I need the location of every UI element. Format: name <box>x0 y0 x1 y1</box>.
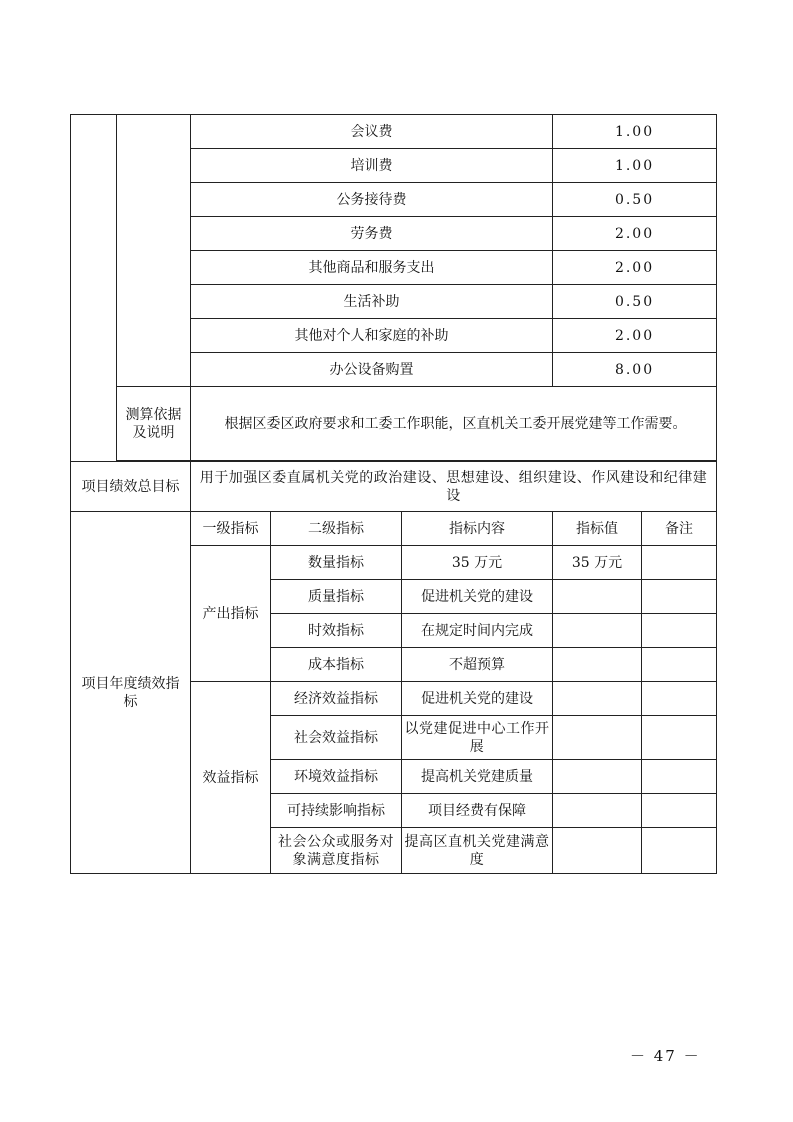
indicator-value <box>553 828 642 874</box>
indicator-second-level: 可持续影响指标 <box>271 794 402 828</box>
indicator-second-level: 社会公众或服务对象满意度指标 <box>271 828 402 874</box>
header-second-level: 二级指标 <box>271 512 402 546</box>
indicator-value <box>553 716 642 760</box>
indicator-note <box>642 546 717 580</box>
header-value: 指标值 <box>553 512 642 546</box>
indicator-value <box>553 682 642 716</box>
header-content: 指标内容 <box>402 512 553 546</box>
indicator-content: 项目经费有保障 <box>402 794 553 828</box>
budget-item-name: 其他商品和服务支出 <box>191 251 553 285</box>
header-note: 备注 <box>642 512 717 546</box>
budget-item-name: 办公设备购置 <box>191 353 553 387</box>
indicator-content: 不超预算 <box>402 648 553 682</box>
budget-item-name: 会议费 <box>191 115 553 149</box>
budget-item-amount: 2.00 <box>553 251 717 285</box>
indicator-note <box>642 648 717 682</box>
budget-item-name: 培训费 <box>191 149 553 183</box>
blank-cell <box>71 115 117 462</box>
budget-item-amount: 1.00 <box>553 149 717 183</box>
overall-goal-text: 用于加强区委直属机关党的政治建设、思想建设、组织建设、作风建设和纪律建设 <box>191 462 717 512</box>
indicator-value <box>553 648 642 682</box>
indicator-note <box>642 828 717 874</box>
budget-item-name: 其他对个人和家庭的补助 <box>191 319 553 353</box>
budget-item-name: 劳务费 <box>191 217 553 251</box>
basis-row <box>71 387 717 461</box>
benefit-group-label: 效益指标 <box>191 682 271 874</box>
indicator-content: 在规定时间内完成 <box>402 614 553 648</box>
budget-row <box>71 115 717 149</box>
indicator-content: 提高机关党建质量 <box>402 760 553 794</box>
blank-cell <box>117 115 191 387</box>
budget-item-amount: 0.50 <box>553 285 717 319</box>
indicator-value <box>553 760 642 794</box>
indicator-content: 35 万元 <box>402 546 553 580</box>
budget-item-amount: 0.50 <box>553 183 717 217</box>
indicator-second-level: 数量指标 <box>271 546 402 580</box>
header-first-level: 一级指标 <box>191 512 271 546</box>
indicator-content: 促进机关党的建设 <box>402 682 553 716</box>
indicator-content: 提高区直机关党建满意度 <box>402 828 553 874</box>
budget-item-amount: 8.00 <box>553 353 717 387</box>
indicator-second-level: 质量指标 <box>271 580 402 614</box>
indicator-value <box>553 580 642 614</box>
indicator-value: 35 万元 <box>553 546 642 580</box>
indicator-second-level: 时效指标 <box>271 614 402 648</box>
budget-item-amount: 1.00 <box>553 115 717 149</box>
indicator-header-row <box>71 512 717 546</box>
indicator-second-level: 经济效益指标 <box>271 682 402 716</box>
page-number: － 47 － <box>630 1047 701 1065</box>
indicator-value <box>553 794 642 828</box>
basis-label: 测算依据及说明 <box>117 387 191 461</box>
output-group-label: 产出指标 <box>191 546 271 682</box>
indicator-second-level: 社会效益指标 <box>271 716 402 760</box>
budget-performance-table <box>70 114 717 874</box>
indicator-note <box>642 794 717 828</box>
indicator-content: 以党建促进中心工作开展 <box>402 716 553 760</box>
indicator-note <box>642 760 717 794</box>
indicator-note <box>642 682 717 716</box>
annual-indicators-label: 项目年度绩效指标 <box>71 512 191 874</box>
overall-goal-label: 项目绩效总目标 <box>71 462 191 512</box>
indicator-content: 促进机关党的建设 <box>402 580 553 614</box>
basis-text: 根据区委区政府要求和工委工作职能，区直机关工委开展党建等工作需要。 <box>191 387 717 461</box>
overall-goal-row <box>71 462 717 512</box>
indicator-value <box>553 614 642 648</box>
budget-item-name: 生活补助 <box>191 285 553 319</box>
indicator-second-level: 环境效益指标 <box>271 760 402 794</box>
indicator-second-level: 成本指标 <box>271 648 402 682</box>
budget-item-name: 公务接待费 <box>191 183 553 217</box>
indicator-note <box>642 614 717 648</box>
indicator-note <box>642 580 717 614</box>
budget-item-amount: 2.00 <box>553 217 717 251</box>
budget-item-amount: 2.00 <box>553 319 717 353</box>
indicator-note <box>642 716 717 760</box>
